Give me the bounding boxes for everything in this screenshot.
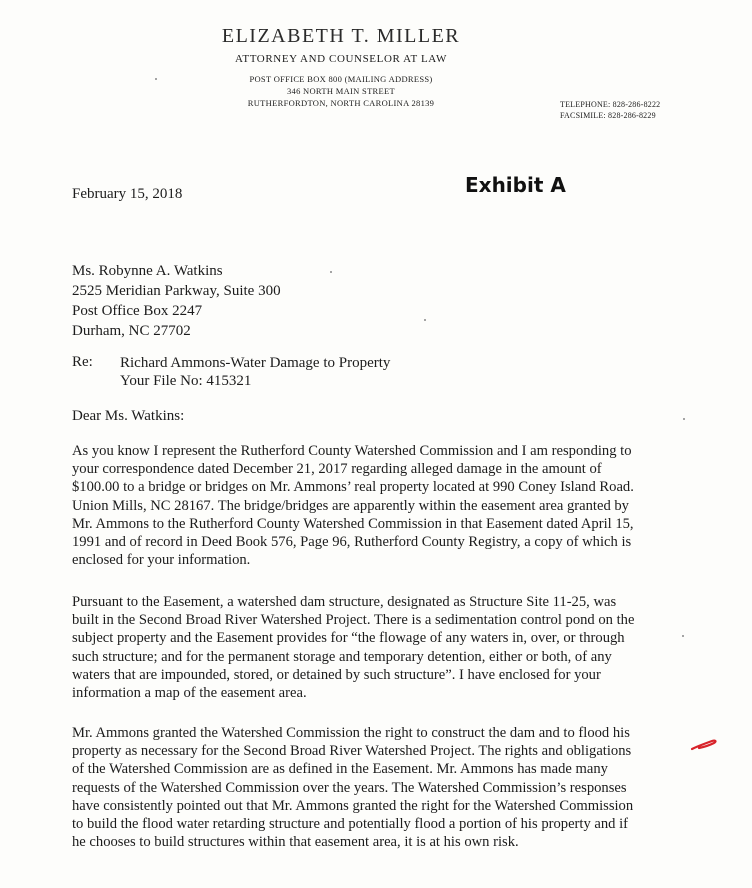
letterhead-title: ATTORNEY AND COUNSELOR AT LAW bbox=[235, 53, 447, 65]
scan-speck bbox=[155, 78, 157, 80]
letterhead-address-line: 346 NORTH MAIN STREET bbox=[286, 86, 396, 96]
recipient-line: Ms. Robynne A. Watkins bbox=[72, 263, 223, 279]
letterhead-contact bbox=[560, 99, 660, 121]
paragraph-line: enclosed for your information. bbox=[72, 552, 251, 569]
facsimile-number: FACSIMILE: 828-286-8229 bbox=[560, 111, 656, 120]
telephone-number: TELEPHONE: 828-286-8222 bbox=[560, 100, 661, 109]
re-label: Re: bbox=[72, 354, 93, 370]
paragraph-line: to build the flood water retarding structure and potentially flood a portion of his property and if bbox=[72, 816, 629, 833]
recipient-address bbox=[72, 261, 281, 341]
paragraph-line: your correspondence dated December 21, 2017 regarding alleged damage in the amount of bbox=[72, 461, 602, 478]
body-paragraph-3 bbox=[72, 724, 692, 851]
paragraph-line: Mr. Ammons to the Rutherford County Watershed Commission in that Easement dated April 15, bbox=[72, 515, 634, 532]
scan-speck bbox=[683, 418, 685, 420]
paragraph-line: Union Mills, NC 28167. The bridge/bridges are apparently within the easement area granted by bbox=[72, 497, 629, 514]
letterhead-address-line: RUTHERFORDTON, NORTH CAROLINA 28139 bbox=[247, 98, 435, 108]
red-pen-mark-icon bbox=[690, 738, 720, 752]
paragraph-line: Pursuant to the Easement, a watershed dam structure, designated as Structure Site 11-25, was bbox=[72, 594, 617, 610]
letter-date: February 15, 2018 bbox=[72, 186, 183, 202]
re-subject-line: Richard Ammons-Water Damage to Property bbox=[120, 355, 391, 371]
body-paragraph-2 bbox=[72, 593, 692, 702]
paragraph-line: waters that are impounded, stored, or detained by such structure”. I have enclosed for your bbox=[72, 666, 601, 683]
paragraph-line: Mr. Ammons granted the Watershed Commission the right to construct the dam and to flood his bbox=[72, 725, 630, 741]
recipient-line: Post Office Box 2247 bbox=[72, 303, 203, 319]
re-subject bbox=[120, 354, 390, 390]
paragraph-line: have consistently pointed out that Mr. Ammons granted the right for the Watershed Commission bbox=[72, 797, 634, 814]
paragraph-line: requests of the Watershed Commission over the years. The Watershed Commission’s responses bbox=[72, 779, 627, 796]
re-subject-line: Your File No: 415321 bbox=[120, 373, 252, 389]
letterhead-name: ELIZABETH T. MILLER bbox=[221, 25, 461, 47]
letterhead-address-line: POST OFFICE BOX 800 (MAILING ADDRESS) bbox=[249, 74, 433, 84]
recipient-line: 2525 Meridian Parkway, Suite 300 bbox=[72, 283, 281, 299]
scan-speck bbox=[424, 319, 426, 321]
paragraph-line: of the Watershed Commission are as defined in the Easement. Mr. Ammons has made many bbox=[72, 761, 608, 778]
paragraph-line: subject property and the Easement provides for “the flowage of any waters in, over, or through bbox=[72, 630, 625, 647]
body-paragraph-1 bbox=[72, 442, 692, 569]
paragraph-line: he chooses to build structures within that easement area, it is at his own risk. bbox=[72, 834, 519, 851]
paragraph-line: built in the Second Broad River Watershed Project. There is a sedimentation control pond on the bbox=[72, 612, 635, 629]
paragraph-line: such structure; and for the permanent storage and temporary detention, either or both, of any bbox=[72, 648, 612, 665]
paragraph-line: $100.00 to a bridge or bridges on Mr. Ammons’ real property located at 990 Coney Island Road. bbox=[72, 479, 634, 496]
exhibit-label: Exhibit A bbox=[465, 173, 566, 197]
paragraph-line: 1991 and of record in Deed Book 576, Page 96, Rutherford County Registry, a copy of which is bbox=[72, 534, 632, 551]
paragraph-line: As you know I represent the Rutherford County Watershed Commission and I am responding to bbox=[72, 443, 632, 459]
salutation: Dear Ms. Watkins: bbox=[72, 408, 185, 424]
scan-speck bbox=[682, 635, 684, 637]
paragraph-line: information a map of the easement area. bbox=[72, 685, 307, 702]
recipient-line: Durham, NC 27702 bbox=[72, 323, 191, 339]
scan-speck bbox=[330, 271, 332, 273]
paragraph-line: property as necessary for the Second Broad River Watershed Project. The rights and obligations bbox=[72, 743, 632, 760]
